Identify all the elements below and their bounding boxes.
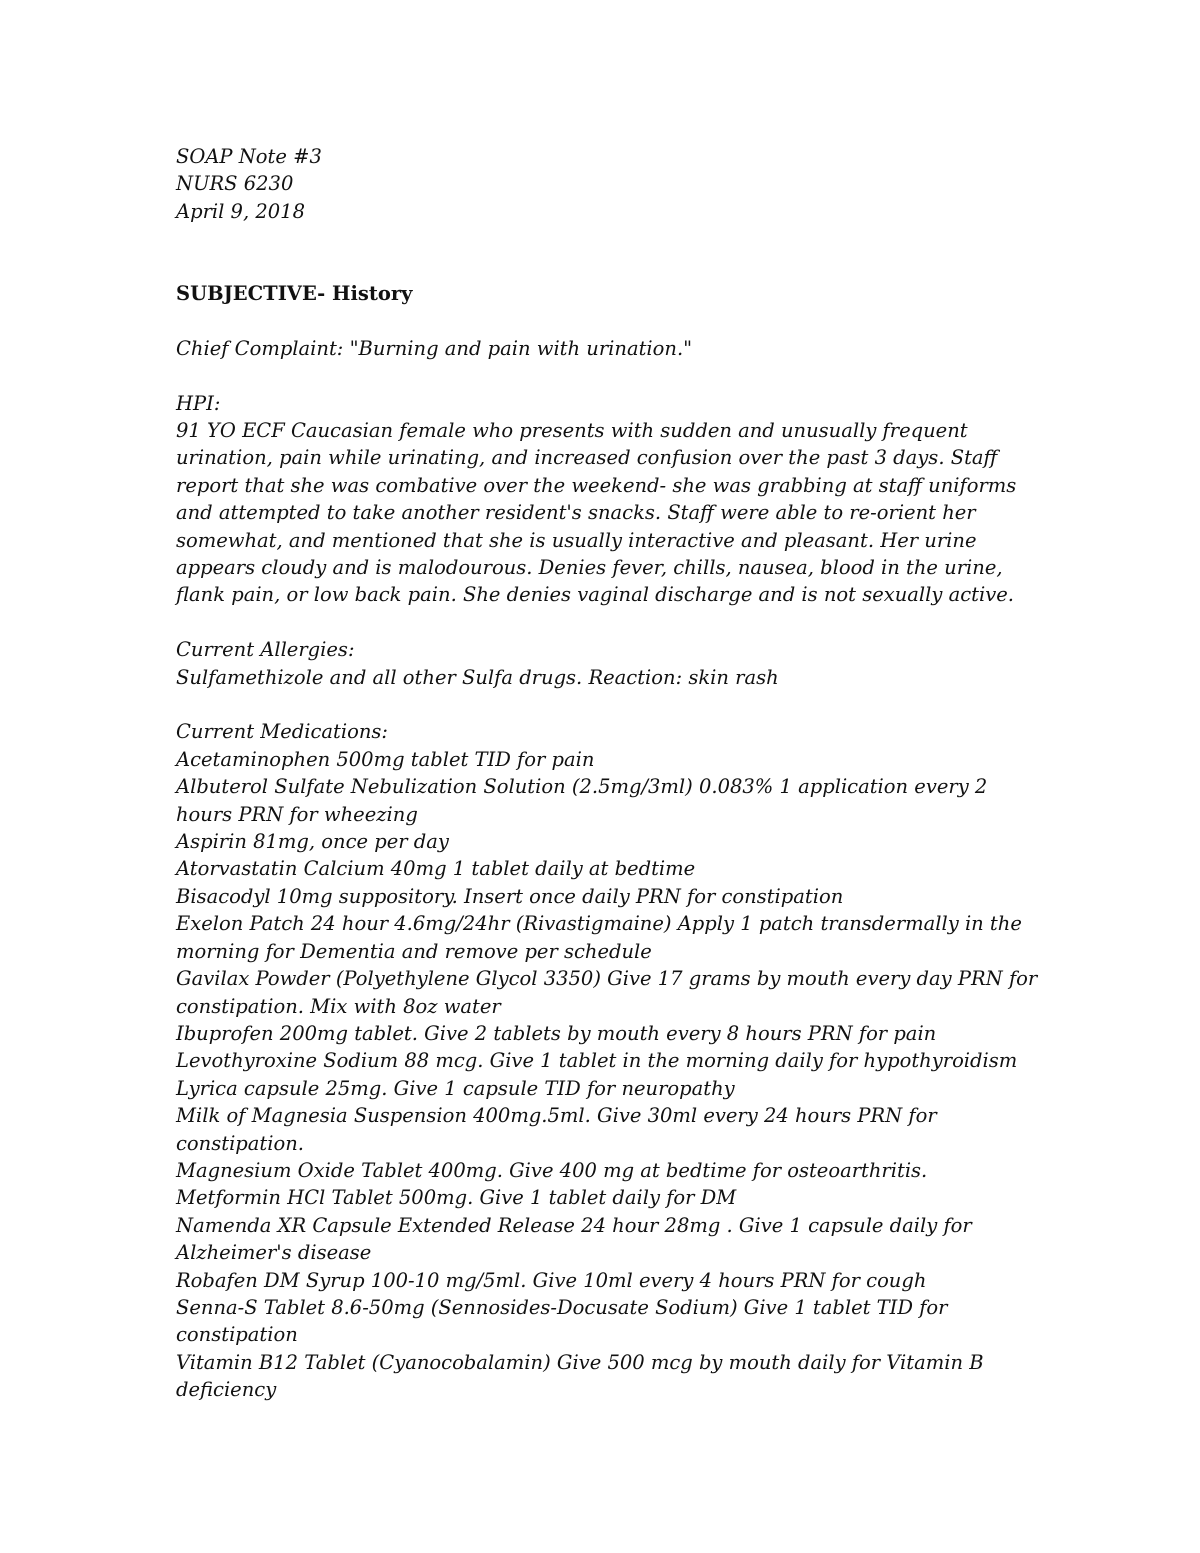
medication-line: Milk of Magnesia Suspension 400mg.5ml. Give 30ml every 24 hours PRN for (176, 1104, 937, 1128)
section-heading: SUBJECTIVE- History (176, 282, 413, 306)
spacer (176, 362, 1036, 389)
course-code: NURS 6230 (176, 172, 294, 196)
note-date: April 9, 2018 (176, 199, 305, 223)
medication-line: Robafen DM Syrup 100-10 mg/5ml. Give 10ml every 4 hours PRN for cough (176, 1268, 927, 1292)
hpi-line: flank pain, or low back pain. She denies vaginal discharge and is not sexually active. (176, 583, 1014, 607)
allergies-label: Current Allergies: (176, 638, 355, 662)
medication-line: Atorvastatin Calcium 40mg 1 tablet daily at bedtime (176, 857, 696, 881)
hpi-line: and attempted to take another resident's snacks. Staff were able to re-orient her (176, 501, 976, 525)
medication-line: Albuterol Sulfate Nebulization Solution (2.5mg/3ml) 0.083% 1 application every 2 (176, 775, 988, 799)
medication-line: Gavilax Powder (Polyethylene Glycol 3350) Give 17 grams by mouth every day PRN for (176, 967, 1038, 991)
medication-line: Senna-S Tablet 8.6-50mg (Sennosides-Docusate Sodium) Give 1 tablet TID for (176, 1295, 948, 1319)
medication-line: constipation (176, 1323, 298, 1347)
document-body (176, 143, 1036, 1404)
medication-line: Magnesium Oxide Tablet 400mg. Give 400 mg at bedtime for osteoarthritis. (176, 1158, 928, 1182)
medication-line: Bisacodyl 10mg suppository. Insert once daily PRN for constipation (176, 884, 844, 908)
medication-line: Aspirin 81mg, once per day (176, 830, 449, 854)
medication-line: Namenda XR Capsule Extended Release 24 hour 28mg . Give 1 capsule daily for (176, 1213, 972, 1237)
note-title: SOAP Note #3 (176, 145, 322, 168)
medication-line: Vitamin B12 Tablet (Cyanocobalamin) Give 500 mcg by mouth daily for Vitamin B (176, 1350, 984, 1374)
hpi-line: report that she was combative over the weekend- she was grabbing at staff uniforms (176, 473, 1017, 497)
hpi-line: appears cloudy and is malodourous. Denies fever, chills, nausea, blood in the urine, (176, 556, 1003, 580)
medication-line: Acetaminophen 500mg tablet TID for pain (176, 747, 595, 771)
medication-line: constipation. Mix with 8oz water (176, 994, 501, 1018)
hpi-paragraph (176, 417, 1036, 609)
medication-line: Ibuprofen 200mg tablet. Give 2 tablets by mouth every 8 hours PRN for pain (176, 1021, 937, 1045)
medication-line: deficiency (176, 1378, 277, 1402)
medication-line: Exelon Patch 24 hour 4.6mg/24hr (Rivastigmaine) Apply 1 patch transdermally in the (176, 912, 1022, 936)
spacer (176, 307, 1036, 334)
spacer (176, 691, 1036, 718)
medication-line: morning for Dementia and remove per schedule (176, 939, 652, 963)
allergies-text: Sulfamethizole and all other Sulfa drugs. Reaction: skin rash (176, 665, 779, 689)
hpi-line: 91 YO ECF Caucasian female who presents with sudden and unusually frequent (176, 419, 968, 443)
medications-list (176, 746, 1036, 1404)
hpi-label: HPI: (176, 391, 221, 415)
medication-line: Levothyroxine Sodium 88 mcg. Give 1 tablet in the morning daily for hypothyroidism (176, 1049, 1018, 1073)
chief-complaint: Chief Complaint: "Burning and pain with urination." (176, 336, 693, 360)
spacer (176, 609, 1036, 636)
spacer (176, 225, 1036, 280)
medications-label: Current Medications: (176, 720, 388, 744)
medication-line: Metformin HCl Tablet 500mg. Give 1 tablet daily for DM (176, 1186, 737, 1210)
medication-line: hours PRN for wheezing (176, 802, 418, 826)
medication-line: Alzheimer's disease (176, 1241, 372, 1265)
hpi-line: urination, pain while urinating, and increased confusion over the past 3 days. Staff (176, 446, 998, 470)
medication-line: Lyrica capsule 25mg. Give 1 capsule TID for neuropathy (176, 1076, 735, 1100)
hpi-line: somewhat, and mentioned that she is usually interactive and pleasant. Her urine (176, 528, 977, 552)
medication-line: constipation. (176, 1131, 304, 1155)
